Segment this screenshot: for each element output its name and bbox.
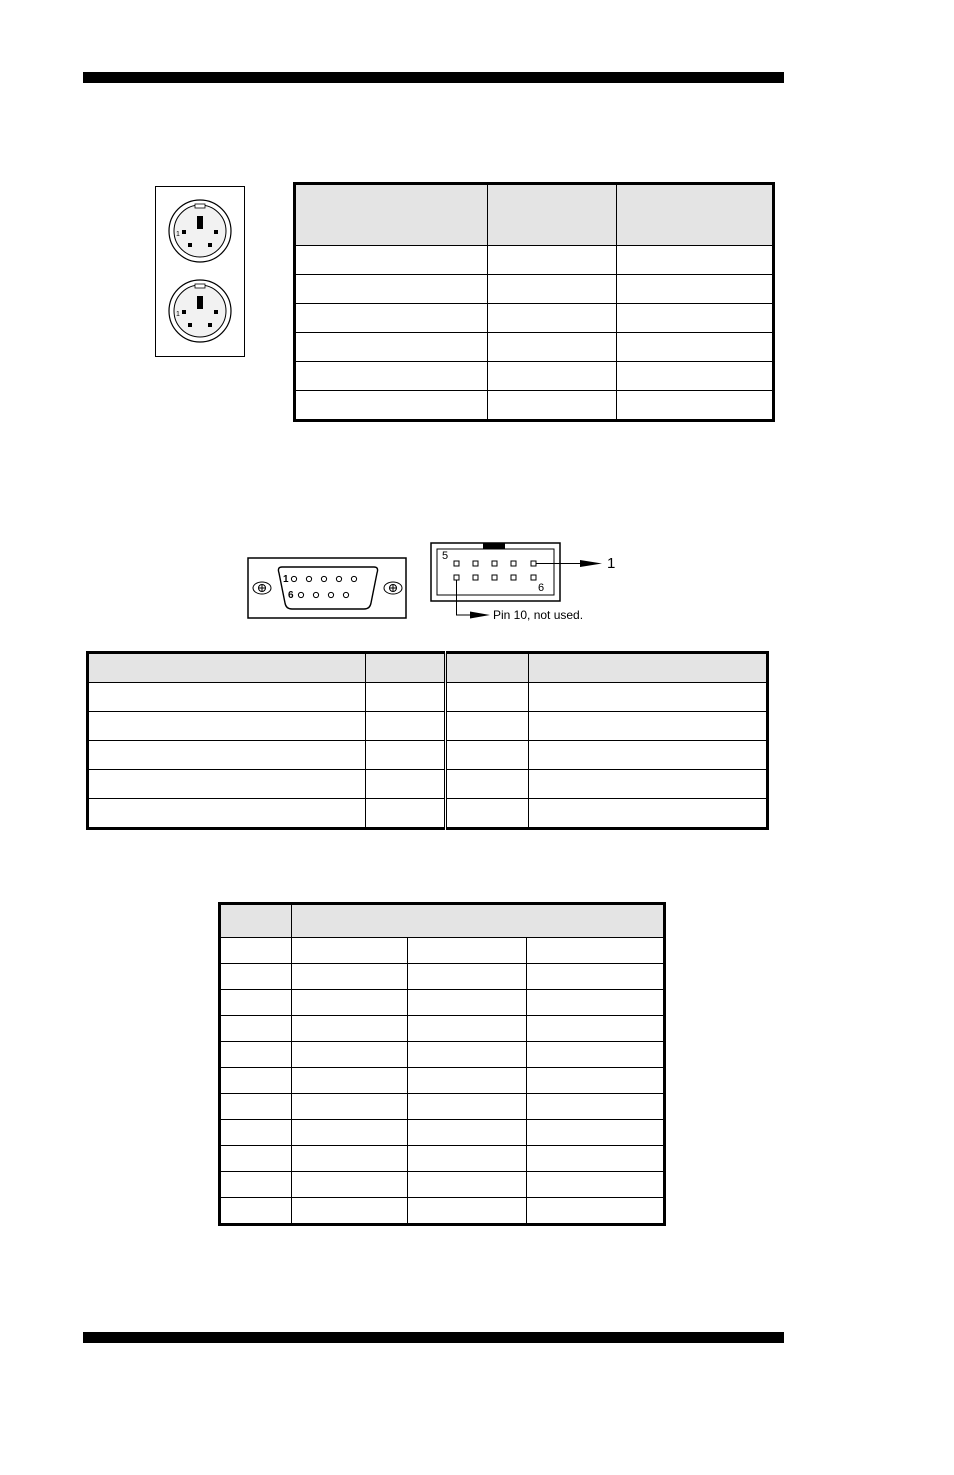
table-cell [527, 1146, 665, 1172]
table-cell [366, 799, 446, 829]
db9-shell [278, 567, 377, 609]
table-cell [88, 683, 366, 712]
table-cell [527, 1120, 665, 1146]
table-cell [292, 1016, 408, 1042]
table-row [220, 990, 665, 1016]
table-cell [88, 741, 366, 770]
table-row [295, 275, 774, 304]
table-cell [408, 1094, 527, 1120]
table-cell [527, 1198, 665, 1225]
table-cell [408, 1068, 527, 1094]
table-cell [292, 1172, 408, 1198]
table-cell [292, 1042, 408, 1068]
table-cell [220, 1042, 292, 1068]
table-row [220, 1146, 665, 1172]
db9-pin1-label: 1 [283, 574, 289, 585]
table-cell [408, 1172, 527, 1198]
table-cell [617, 304, 774, 333]
table-row [220, 1068, 665, 1094]
table-cell [408, 1016, 527, 1042]
table-cell [295, 246, 488, 275]
table-cell [527, 938, 665, 964]
table-cell [295, 362, 488, 391]
table-cell [527, 1068, 665, 1094]
table-row [220, 1120, 665, 1146]
table-row [88, 770, 768, 799]
table-cell [292, 964, 408, 990]
table-row [220, 1016, 665, 1042]
table-cell [220, 938, 292, 964]
table-cell [292, 1094, 408, 1120]
table-cell [220, 1016, 292, 1042]
table-cell [617, 362, 774, 391]
table-cell [295, 391, 488, 421]
table-cell [366, 741, 446, 770]
table-cell [488, 246, 617, 275]
table-cell [366, 770, 446, 799]
table-cell [446, 799, 529, 829]
header-cell [292, 904, 665, 938]
table-cell [488, 362, 617, 391]
table-cell [88, 770, 366, 799]
table-cell [220, 1146, 292, 1172]
table-cell [529, 741, 768, 770]
serial-pin-table [86, 651, 769, 830]
table-cell [617, 275, 774, 304]
table-cell [529, 683, 768, 712]
table-row [88, 799, 768, 829]
table-cell [220, 1120, 292, 1146]
table-cell [446, 712, 529, 741]
table-row [220, 1198, 665, 1225]
table-cell [220, 1094, 292, 1120]
table-row [220, 1042, 665, 1068]
table-cell [488, 275, 617, 304]
table-cell [527, 1094, 665, 1120]
bottom-rule [83, 1332, 784, 1343]
table-cell [529, 799, 768, 829]
serial-header-figure [428, 540, 620, 622]
header-cell [366, 653, 446, 683]
table-cell [292, 938, 408, 964]
table-cell [527, 964, 665, 990]
table-cell [408, 1198, 527, 1225]
table-header-row [88, 653, 768, 683]
table-row [295, 362, 774, 391]
table-cell [88, 712, 366, 741]
table-cell [220, 1172, 292, 1198]
table-cell [292, 990, 408, 1016]
table-cell [295, 304, 488, 333]
table-cell [408, 1120, 527, 1146]
table-cell [488, 333, 617, 362]
table-cell [529, 712, 768, 741]
header-cell [88, 653, 366, 683]
header-cell [220, 904, 292, 938]
table-cell [408, 1146, 527, 1172]
table-cell [295, 275, 488, 304]
table-cell [408, 990, 527, 1016]
ps2-pin-label: 1 [176, 311, 180, 318]
table-cell [529, 770, 768, 799]
table-cell [488, 391, 617, 421]
table-row [220, 1094, 665, 1120]
header-pin5-label: 5 [442, 550, 449, 562]
table-row [220, 938, 665, 964]
table-row [88, 712, 768, 741]
table-cell [366, 683, 446, 712]
header-cell [446, 653, 529, 683]
table-cell [617, 391, 774, 421]
db9-pin6-label: 6 [288, 590, 294, 601]
table-cell [408, 964, 527, 990]
table-cell [88, 799, 366, 829]
header-pin6-label: 6 [538, 582, 545, 594]
table-cell [292, 1068, 408, 1094]
table-cell [408, 1042, 527, 1068]
table-cell [295, 333, 488, 362]
table-row [88, 683, 768, 712]
ps2-pin-table [293, 182, 775, 422]
table-cell [527, 1172, 665, 1198]
table-header-row [295, 184, 774, 246]
header-cell [617, 184, 774, 246]
top-rule [83, 72, 784, 83]
table-cell [527, 990, 665, 1016]
table-cell [527, 1016, 665, 1042]
table-cell [446, 741, 529, 770]
table-header-row [220, 904, 665, 938]
arrow-right-icon [470, 612, 490, 619]
table-cell [366, 712, 446, 741]
header-cell [488, 184, 617, 246]
table-cell [408, 938, 527, 964]
header-pin1-arrow-label: 1 [607, 555, 616, 572]
ps2-connector-figure [155, 186, 246, 358]
ps2-pin-label: 1 [176, 231, 180, 238]
table-cell [220, 964, 292, 990]
header-cell [295, 184, 488, 246]
db9-connector-figure [247, 557, 408, 620]
table-cell [617, 246, 774, 275]
pin10-note: Pin 10, not used. [493, 608, 584, 622]
table-row [295, 333, 774, 362]
table-cell [617, 333, 774, 362]
table-cell [220, 990, 292, 1016]
table-row [295, 246, 774, 275]
table-cell [488, 304, 617, 333]
table-row [88, 741, 768, 770]
table-cell [292, 1146, 408, 1172]
table-row [220, 964, 665, 990]
mapping-table [218, 902, 666, 1226]
table-row [295, 391, 774, 421]
table-cell [220, 1198, 292, 1225]
table-cell [446, 770, 529, 799]
table-cell [292, 1198, 408, 1225]
arrow-right-icon [580, 560, 602, 567]
table-cell [220, 1068, 292, 1094]
screw-icon [253, 582, 271, 594]
table-cell [446, 683, 529, 712]
screw-icon [384, 582, 402, 594]
table-row [220, 1172, 665, 1198]
table-cell [292, 1120, 408, 1146]
ps2-mouse-port-icon [169, 280, 231, 342]
table-row [295, 304, 774, 333]
ps2-keyboard-port-icon [169, 200, 231, 262]
table-cell [527, 1042, 665, 1068]
header-cell [529, 653, 768, 683]
